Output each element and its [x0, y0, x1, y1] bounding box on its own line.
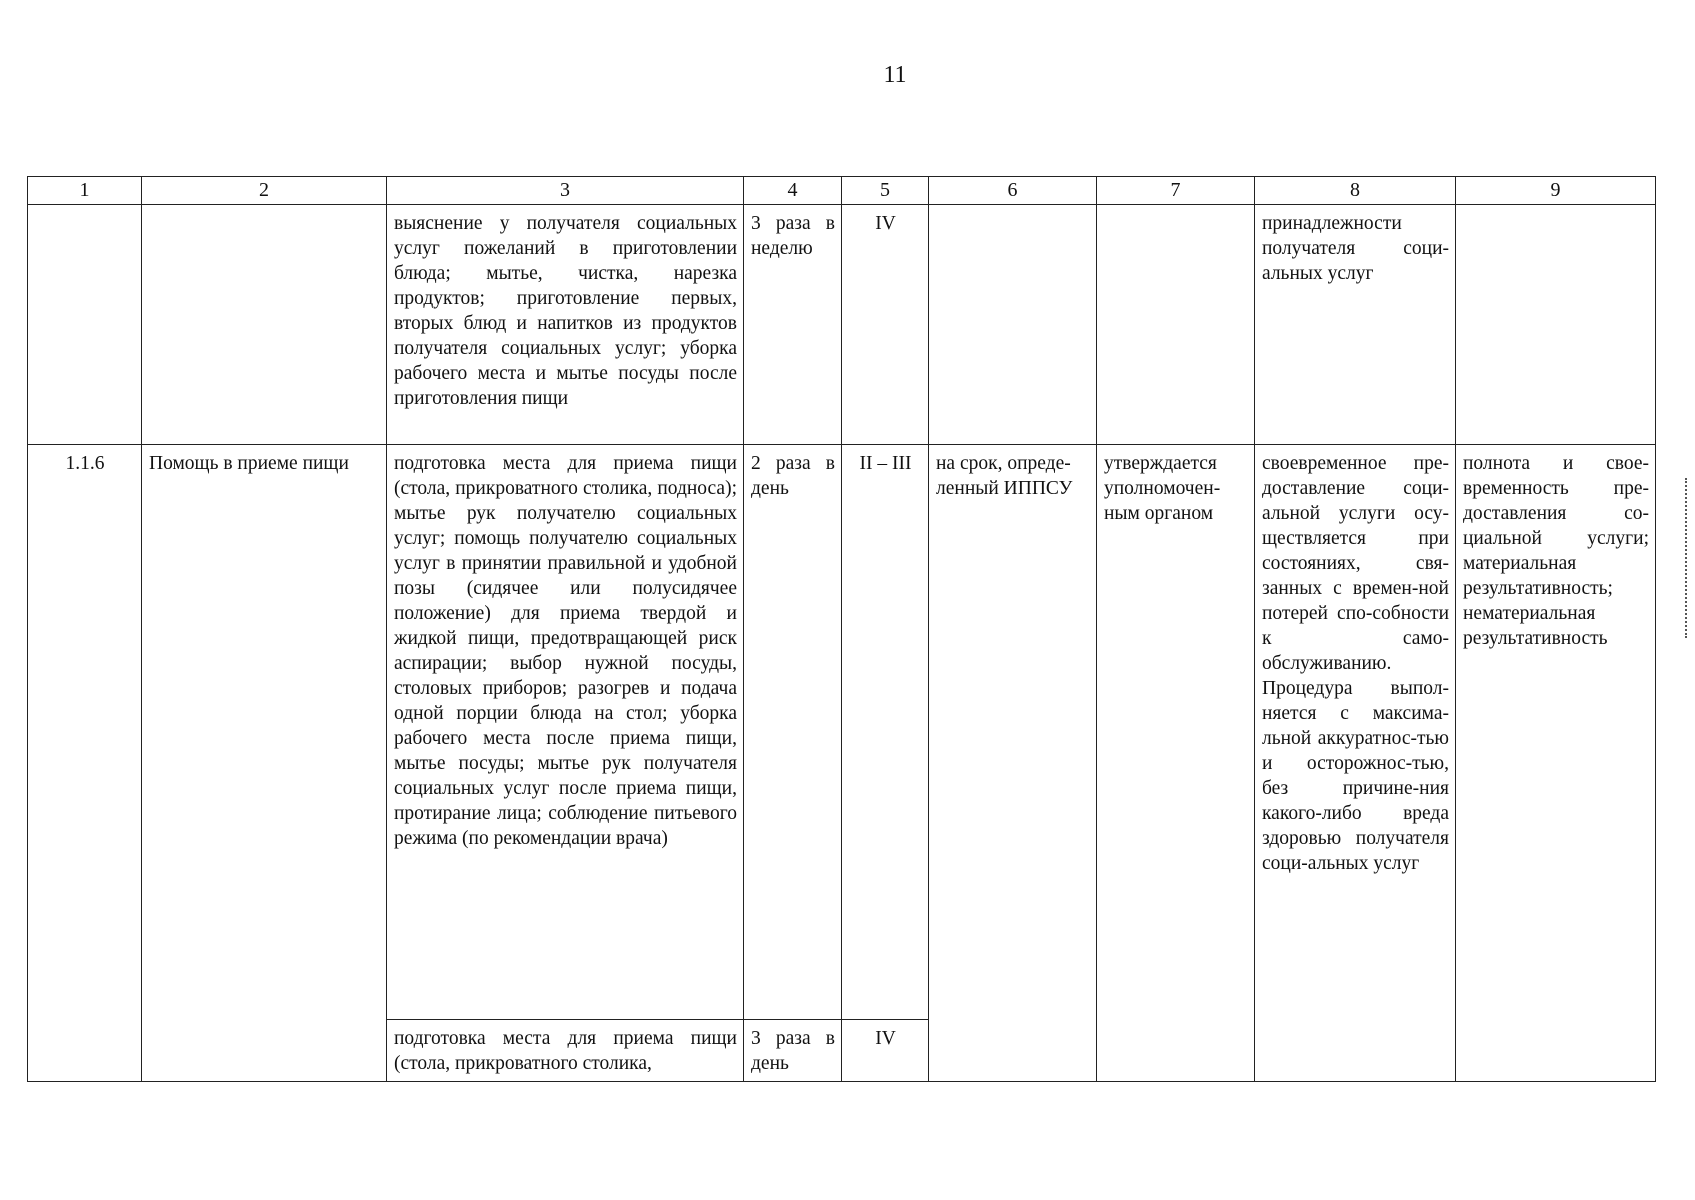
row3-category-cell: IV — [842, 1020, 929, 1082]
column-header-1: 1 — [28, 177, 142, 205]
page-number: 11 — [883, 62, 907, 88]
column-header-7: 7 — [1097, 177, 1255, 205]
services-table — [27, 176, 1656, 1082]
row1-service-name-cell — [142, 205, 387, 445]
row2-indicators-cell: полнота и свое-временность пре-доставления со-циальной услуги; материальная результативность; нематериальная результативность — [1456, 445, 1656, 1082]
row1-indicators-cell — [1456, 205, 1656, 445]
row3-frequency-cell: 3 раза в день — [744, 1020, 842, 1082]
column-header-8: 8 — [1255, 177, 1456, 205]
row2-term-cell: на срок, опреде-ленный ИППСУ — [929, 445, 1097, 1082]
column-number-row — [28, 177, 1656, 205]
table-row — [28, 445, 1656, 1020]
column-header-4: 4 — [744, 177, 842, 205]
column-header-6: 6 — [929, 177, 1097, 205]
row1-category-cell: IV — [842, 205, 929, 445]
row2-conditions-cell: своевременное пре-доставление соци-альной услуги осу-ществляется при состояниях, свя-занных с времен-ной потерей спо-собности к само-обслуживанию. Процедура выпол-няется с максима-льной аккуратнос-тью и осторожнос-тью, без причине-ния какого-либо вреда здоровью получателя соци-альных услуг — [1255, 445, 1456, 1082]
table-row — [28, 205, 1656, 445]
column-header-5: 5 — [842, 177, 929, 205]
column-header-3: 3 — [387, 177, 744, 205]
row1-service-content-cell: выяснение у получателя социальных услуг пожеланий в приготовлении блюда; мытье, чистка, нарезка продуктов; приготовление первых, вторых блюд и напитков из продуктов получателя социальных услуг; уборка рабочего места и мытье посуды после приготовления пищи — [387, 205, 744, 445]
row1-frequency-cell: 3 раза в неделю — [744, 205, 842, 445]
row1-cost-cell — [1097, 205, 1255, 445]
row2-service-content-cell: подготовка места для приема пищи (стола, прикроватного столика, подноса); мытье рук получателю социальных услуг; помощь получателю социальных услуг в принятии правильной и удобной позы (сидячее или полусидячее положение) для приема твердой и жидкой пищи, предотвращающей риск аспирации; выбор нужной посуды, столовых приборов; разогрев и подача одной порции блюда на стол; уборка рабочего места после приема пищи, мытье посуды; мытье рук получателя социальных услуг после приема пищи, протирание лица; соблюдение питьевого режима (по рекомендации врача) — [387, 445, 744, 1020]
row1-number-cell — [28, 205, 142, 445]
row1-term-cell — [929, 205, 1097, 445]
row2-category-cell: II – III — [842, 445, 929, 1020]
column-header-9: 9 — [1456, 177, 1656, 205]
scan-edge-mark — [1685, 478, 1690, 638]
row1-conditions-cell: принадлежности получателя соци-альных услуг — [1255, 205, 1456, 445]
column-header-2: 2 — [142, 177, 387, 205]
row2-service-name-cell: Помощь в приеме пищи — [142, 445, 387, 1082]
row2-frequency-cell: 2 раза в день — [744, 445, 842, 1020]
row2-number-cell: 1.1.6 — [28, 445, 142, 1082]
row2-cost-cell: утверждается уполномочен-ным органом — [1097, 445, 1255, 1082]
row3-service-content-cell: подготовка места для приема пищи (стола, прикроватного столика, — [387, 1020, 744, 1082]
